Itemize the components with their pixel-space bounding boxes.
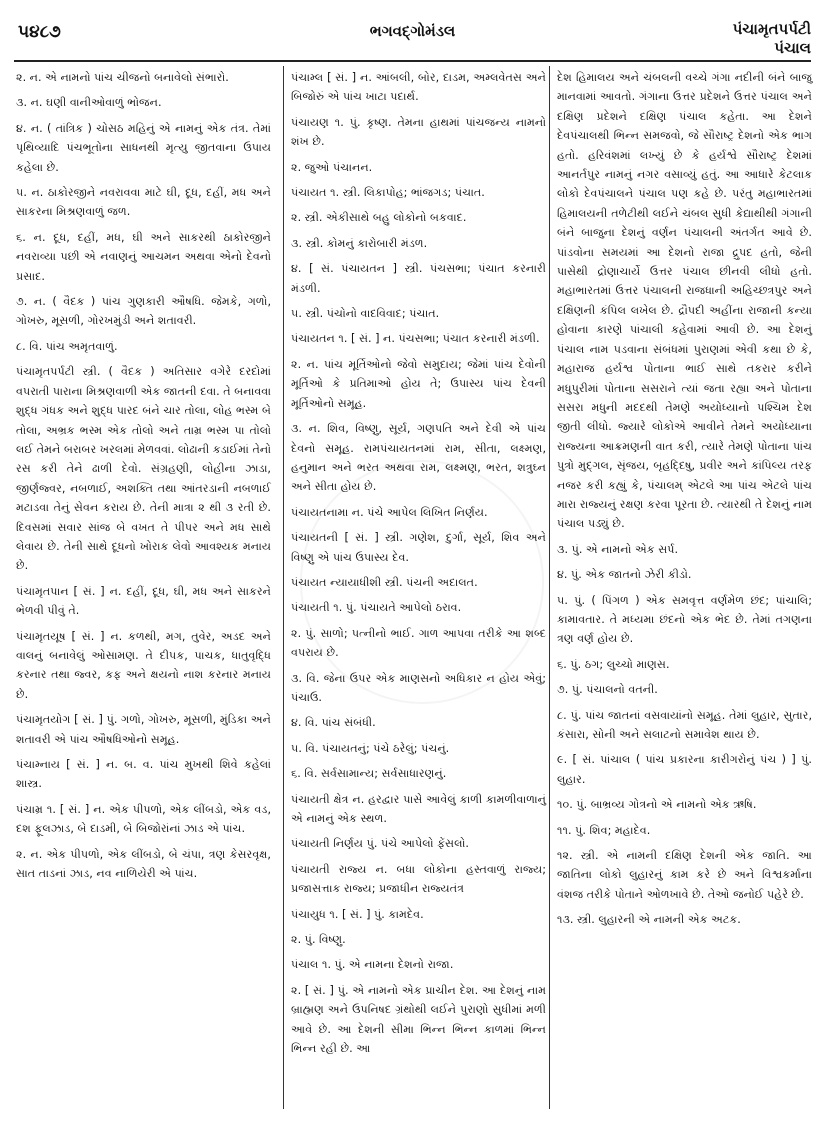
dictionary-entry: ૨. ન. એક પીપળો, એક લીંબડો, બે ચંપા, ત્રણ કેસરવૃક્ષ, સાત તાડનાં ઝાડ, નવ નાળિયેરી એ પાંચ. — [16, 847, 271, 881]
dictionary-entry: ૬. પું. ઠગ; લુચ્ચો માણસ. — [557, 657, 670, 671]
dictionary-entry: પંચાયત ન્યાયાધીશી સ્ત્રી. પંચની અદાલત. — [291, 575, 478, 589]
dictionary-entry: પંચામૃતયૂષ [ સં. ] ન. કળથી, મગ, તુવેર, અડદ અને વાલનું બનાવેલું ઓસામણ. તે દીપક, પાચક, ધાતુવૃદ્ધિ કરનાર તથા જ્વર, કફ અને ક્ષયનો નાશ કરનાર મનાય છે. — [16, 629, 271, 701]
book-title: ભગવદ્ગોમંડલ — [369, 22, 456, 40]
dictionary-entry: ૬. વિ. સર્વસામાન્ય; સર્વસાધારણનું. — [291, 767, 447, 781]
dictionary-entry: પંચાયતી ક્ષેત્ર ન. હરદ્વાર પાસે આવેલું કાળી કામળીવાળાનું એ નામનું એક સ્થળ. — [291, 792, 546, 825]
dictionary-entry: ૪. વિ. પાંચ સંબંધી. — [291, 716, 376, 730]
dictionary-entry: ૨. સ્ત્રી. એકીસાથે બહુ લોકોનો બકવાદ. — [291, 211, 467, 225]
dictionary-entry: ૨. પું. સાળો; પત્નીનો ભાઈ. ગાળ આપવા તરીકે આ શબ્દ વપરાય છે. — [291, 626, 546, 660]
dictionary-entry: પંચામ્નાય [ સં. ] ન. બ. વ. પાંચ મુખથી શિવે કહેલાં શાસ્ત્ર. — [16, 758, 271, 791]
dictionary-entry: પંચામ્ર ૧. [ સં. ] ન. એક પીપળો, એક લીંબડો, એક વડ, દશ ફૂલઝાડ, બે દાડમી, બે બિજોરાંનાં ઝાડ એ પાંચ. — [16, 802, 271, 836]
dictionary-entry: ૧૦. પું. બાભ્રવ્ય ગોત્રનો એ નામનો એક ઋષિ. — [557, 798, 757, 812]
column-divider — [283, 66, 284, 1109]
dictionary-entry: પંચામ્લ [ સં. ] ન. આંબલી, બોર, દાડમ, અમ્લવેતસ અને બિજોરું એ પાંચ ખાટા પદાર્થ. — [291, 71, 546, 104]
dictionary-entry: ૩. પું. એ નામનો એક સર્પ. — [557, 542, 679, 556]
dictionary-entry: ૨. પું. વિષ્ણુ. — [291, 933, 346, 947]
dictionary-entry: પંચાયુધ ૧. [ સં. ] પું. કામદેવ. — [291, 907, 424, 921]
dictionary-entry: ૫. સ્ત્રી. પંચોનો વાદવિવાદ; પંચાત. — [291, 307, 440, 321]
dictionary-entry: ૭. ન. ( વૈદક ) પાંચ ગુણકારી ઔષધિ. જેમકે, ગળો, ગોખરુ, મૂસળી, ગોરખમુંડી અને શતાવરી. — [16, 295, 271, 328]
guide-word-first: પંચામૃતપર્પટી — [732, 20, 811, 38]
dictionary-entry: પંચાયતનામા ન. પંચે આપેલ લિખિત નિર્ણય. — [291, 505, 488, 519]
column-middle — [291, 68, 546, 1064]
dictionary-entry: ૫. પું. ( પિંગળ ) એક સમવૃત્ત વર્ણમેળ છંદ; પાંચાલિ; કામાવતાર. તે મધ્યમા છંદનો એક ભેદ છે. તેમાં તગણના ત્રણ વર્ણ હોય છે. — [557, 593, 812, 646]
column-right — [557, 68, 812, 936]
dictionary-entry: દેશ હિમાલય અને ચંબલની વચ્ચે ગંગા નદીની બંને બાજુ માનવામાં આવતો. ગંગાના ઉત્તર પ્રદેશને ઉત્તર પંચાલ અને દક્ષિણ પ્રદેશને દક્ષિણ પંચાલ કહેતા. આ દેશને દેવપંચાલથી ભિન્ન સમજવો, જે સૌરાષ્ટ્ર દેશનો એક ભાગ હતો. હરિવંશમાં લખ્યું છે કે હર્યશ્વે સૌરાષ્ટ્ર દેશમાં આનર્તપુર નામનું નગર વસાવ્યું હતું. આ આધારે કેટલાક લોકો દેવપંચાલને પંચાલ પણ કહે છે. પરંતુ મહાભારતમાં હિમાલયની તળેટીથી લઈને ચંબલ સુધી કેદ્યાથીથી ગંગાની બંને બાજુના દેશનું વર્ણન પંચાલની અંતર્ગત આવે છે. પાંડવોના સમયમાં આ દેશનો રાજા દ્રુપદ હતો, જેની પાસેથી દ્રોણાચાર્યે ઉત્તર પંચાલ છીનવી લીધો હતો. મહાભારતમાં ઉત્તર પંચાલની રાજધાની અહિચ્છત્રપુર અને દક્ષિણની કંપિલ લખેલ છે. દ્રૌપદી અહીંના રાજાની કન્યા હોવાના કારણે પાંચાલી કહેવામાં આવી છે. આ દેશનું પંચાલ નામ પડવાના સંબંધમાં પુરાણમાં એવી કથા છે કે, મહારાજ હર્યશ્વ પોતાના ભાઈ સાથે તકરાર કરીને મધુપુરીમાં પોતાના સસરાને ત્યાં જતા રહ્યા અને પોતાના સસરા મધુની મદદથી તેમણે અયોધ્યાનો પશ્ચિમ દેશ જીતી લીધો. જ્યારે લોકોએ આવીને તેમને અયોધ્યાના રાજ્યના આક્રમણની વાત કરી, ત્યારે તેમણે પોતાના પાંચ પુત્રો મુદ્ગલ, સૃંજય, બૃહદ્દિષુ, પ્રવીર અને કાંપિલ્ય તરફ નજર કરી કહ્યું કે, પંચાલમ્ એટલે આ પાંચ એટલે પાંચ મારા રાજ્યનું રક્ષણ કરવા પૂરતા છે. ત્યારથી તે દેશનું નામ પંચાલ પડ્યું છે. — [557, 71, 812, 531]
dictionary-entry: ૩. વિ. જેના ઉપર એક માણસનો અધિકાર ન હોય એવું; પંચાઉ. — [291, 671, 546, 704]
dictionary-entry: પંચાયત ૧. સ્ત્રી. લિકાપોહ; ભાંજગડ; પંચાત. — [291, 186, 485, 200]
dictionary-entry: ૧૩. સ્ત્રી. લુહારની એ નામની એક અટક. — [557, 913, 741, 927]
dictionary-entry: ૨. જુઓ પંચાનન. — [291, 160, 373, 174]
dictionary-entry: પંચાયતી ૧. પું. પંચાયતે આપેલો ઠરાવ. — [291, 601, 462, 615]
dictionary-entry: ૧૨. સ્ત્રી. એ નામની દક્ષિણ દેશની એક જાતિ. આ જાતિના લોકો લુહારનું કામ કરે છે અને વિશ્વકર્માના વંશજ તરીકે પોતાને ઓળખાવે છે. તેઓ જનોઈ પહેરે છે. — [557, 849, 812, 901]
guide-word-last: પંચાલ — [774, 39, 811, 57]
dictionary-entry: ૬. ન. દૂધ, દહીં, મધ, ઘી અને સાકરથી ઠાકોરજીને નવરાવ્યા પછી એ નવાણનું આચમન અથવા એનો દેવનો પ્રસાદ. — [16, 230, 271, 283]
dictionary-entry: ૨. [ સં. ] પું. એ નામનો એક પ્રાચીન દેશ. આ દેશનું નામ બ્રાહ્મણ અને ઉપનિષદ ગ્રંથોથી લઈને પુરાણો સુધીમાં મળી આવે છે. આ દેશની સીમા ભિન્ન ભિન્ન કાળમાં ભિન્ન ભિન્ન રહી છે. આ — [291, 983, 546, 1056]
dictionary-entry: ૫. વિ. પંચાયતનું; પંચે ઠરેલું; પંચનું. — [291, 741, 450, 755]
dictionary-entry: પંચાયતી નિર્ણય પું. પંચે આપેલો ફેંસલો. — [291, 837, 469, 851]
dictionary-entry: ૪. પું. એક જાતનો ઝેરી કીડો. — [557, 568, 692, 582]
dictionary-entry: પંચાયતી રાજ્ય ન. બધા લોકોના હસ્તવાળું રાજ્ય; પ્રજાસત્તાક રાજ્ય; પ્રજાધીન રાજ્યતંત્ર — [291, 862, 546, 896]
dictionary-entry: પંચામૃતપાન [ સં. ] ન. દહીં, દૂધ, ઘી, મધ અને સાકરને ભેળવી પીવું તે. — [16, 584, 271, 618]
dictionary-entry: પંચાયતન ૧. [ સં. ] ન. પંચસભા; પંચાત કરનારી મંડળી. — [291, 332, 540, 346]
dictionary-entry: ૮. પું. પાંચ જાતનાં વસવાયાંનો સમૂહ. તેમાં લુહાર, સુતાર, કંસારા, સોની અને સલાટનો સમાવેશ થાય છે. — [557, 708, 812, 741]
column-left — [16, 68, 271, 889]
column-divider — [549, 66, 550, 1109]
dictionary-entry: ૪. [ સં. પંચાયતન ] સ્ત્રી. પંચસભા; પંચાત કરનારી મંડળી. — [291, 262, 546, 295]
dictionary-entry: ૨. ન. પાંચ મૂર્તિઓનો જેવો સમુદાય; જેમાં પાંચ દેવોની મૂર્તિઓ કે પ્રતિમાઓ હોય તે; ઉપાસ્ય પાંચ દેવની મૂર્તિઓનો સમૂહ. — [291, 357, 546, 410]
dictionary-entry: ૯. [ સં. પાંચાલ ( પાંચ પ્રકારના કારીગરોનું પંચ ) ] પું. લુહાર. — [557, 753, 812, 786]
dictionary-entry: ૧૧. પું. શિવ; મહાદેવ. — [557, 823, 651, 837]
header-rule — [14, 60, 811, 62]
dictionary-entry: પંચાયણ ૧. પું. કૃષ્ણ. તેમના હાથમાં પાંચજન્ય નામનો શંખ છે. — [291, 115, 546, 149]
page-number: ૫૪૮૭ — [18, 22, 61, 42]
dictionary-entry: પંચાયતની [ સં. ] સ્ત્રી. ગણેશ, દુર્ગા, સૂર્ય, શિવ અને વિષ્ણુ એ પાંચ ઉપાસ્ય દેવ. — [291, 531, 546, 564]
page-header — [0, 0, 825, 62]
dictionary-entry: ૮. વિ. પાંચ અમૃતવાળું. — [16, 339, 118, 353]
dictionary-entry: ૩. ન. ઘણી વાનીઓવાળું ભોજન. — [16, 96, 162, 110]
dictionary-entry: ૪. ન. ( તાંત્રિક ) ચોસઠ મહિનું એ નામનું એક તંત્ર. તેમાં પૃથિવ્યાદિ પંચભૂતોના સાધનથી મૃત્યુ જીતવાના ઉપાય કહેલા છે. — [16, 121, 271, 174]
dictionary-entry: ૭. પું. પંચાલનો વતની. — [557, 683, 658, 697]
dictionary-entry: પંચાલ ૧. પું. એ નામના દેશનો રાજા. — [291, 958, 454, 972]
dictionary-entry: ૩. સ્ત્રી. કોમનું કારોબારી મંડળ. — [291, 236, 428, 250]
dictionary-entry: ૨. ન. એ નામનો પાંચ ચીજનો બનાવેલો સંભારો. — [16, 71, 229, 84]
guide-words — [733, 20, 811, 58]
dictionary-entry: પંચામૃતયોગ [ સં. ] પું. ગળો, ગોખરુ, મૂસળી, મુંડિકા અને શતાવરી એ પાંચ ઔષધિઓનો સમૂહ. — [16, 713, 271, 746]
dictionary-entry: પંચામૃતપર્પટી સ્ત્રી. ( વૈદક ) અતિસાર વગેરે દરદોમાં વપરાતી પારાના મિશ્રણવાળી એક જાતની દવા. તે બનાવવા શુદ્ધ ગંધક અને શુદ્ધ પારદ બંને ચાર તોલા, લોહ ભસ્મ બે તોલા, અભ્રક ભસ્મ એક તોલો અને તામ્ર ભસ્મ પા તોલો લઈ તેમને બરાબર ખરલમાં મેળવવાં. લોઢાની કડાઈમાં તેનો રસ કરી તેને ઢાળી દેવો. સંગ્રહણી, લોહીના ઝાડા, જીર્ણજ્વર, નબળાઈ, અશક્તિ તથા આંતરડાની નબળાઈ મટાડવા તેનું સેવન કરાય છે. તેની માત્રા ૨ થી ૩ રતી છે. દિવસમાં સવાર સાંજ બે વખત તે પીપર અને મધ સાથે લેવાય છે. તેની સાથે દૂધનો ખોરાક લેવો આવશ્યક મનાય છે. — [16, 365, 271, 573]
dictionary-entry: ૩. ન. શિવ, વિષ્ણુ, સૂર્ય, ગણપતિ અને દેવી એ પાંચ દેવનો સમૂહ. રામપંચાયતનમાં રામ, સીતા, લક્ષ્મણ, હનુમાન અને ભરત અથવા રામ, લક્ષ્મણ, ભરત, શત્રુઘ્ન અને સીતા હોય છે. — [291, 422, 546, 494]
dictionary-entry: ૫. ન. ઠાકોરજીને નવરાવવા માટે ઘી, દૂધ, દહીં, મધ અને સાકરના મિશ્રણવાળું જળ. — [16, 186, 271, 219]
